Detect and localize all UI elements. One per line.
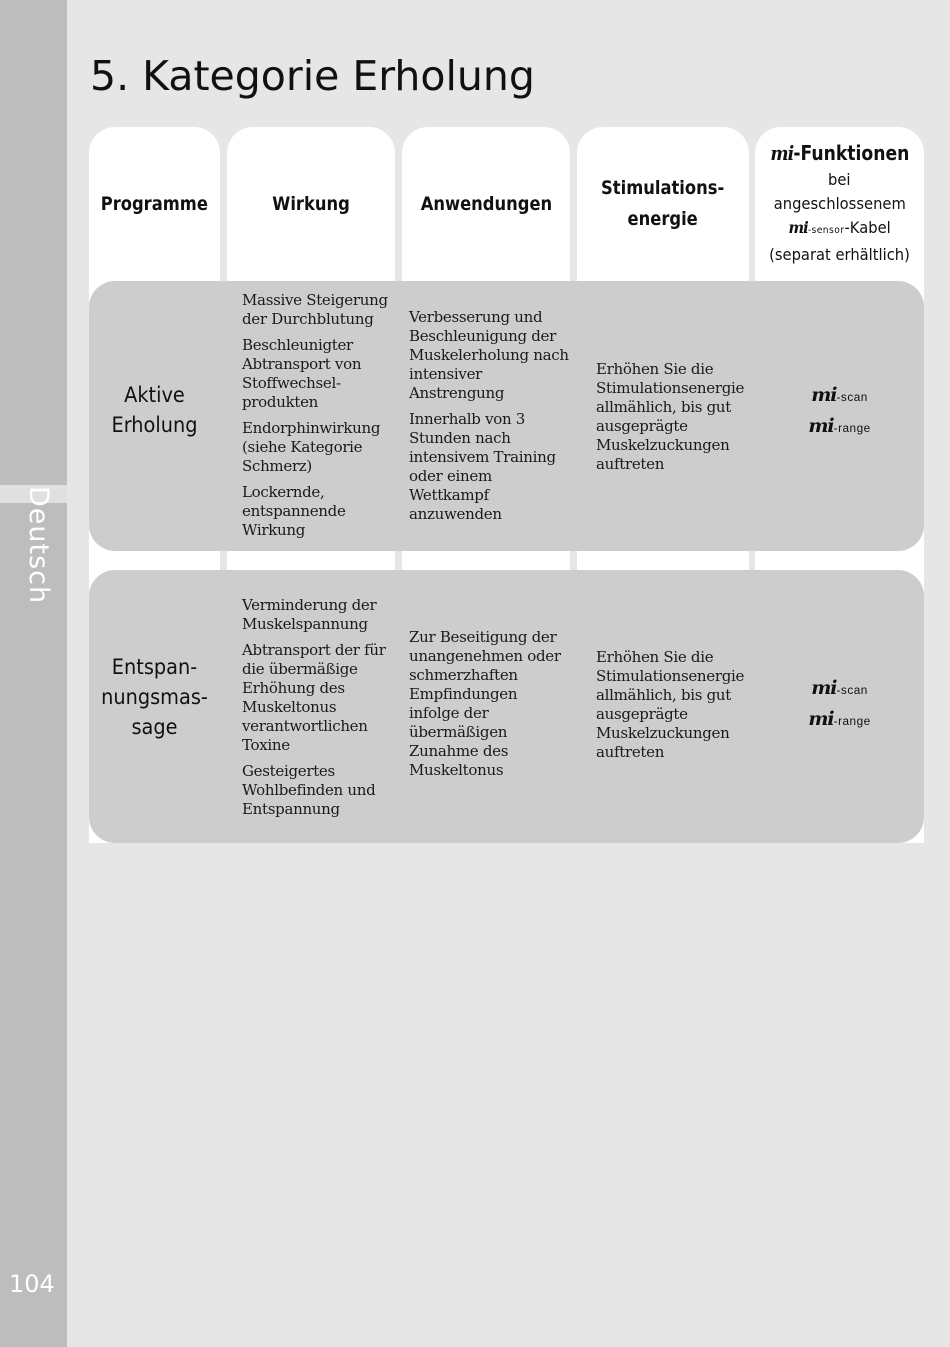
wirkung-cell: Massive Steigerung der Durchblutung Beschleunigter Abtransport von Stoffwechsel-produkten Endorphinwirkung (siehe Kategorie Schmerz) Lockernde, entspannende Wirkung [242,291,388,539]
mi-logo: mi [769,141,793,165]
stimulation-cell: Erhöhen Sie die Stimulationsenergie allmählich, bis gut ausgeprägte Muskelzuckungen auftreten [596,648,745,761]
header-anwendungen: Anwendungen [420,192,552,215]
header-stimulation-line1: Stimulations- [601,177,725,199]
mi-functions-cell [755,381,924,443]
anwendungen-cell: Verbesserung und Beschleunigung der Muskelerholung nach intensiver Anstrengung Innerhalb von 3 Stunden nach intensivem Training oder einem Wettkampf anzuwenden [409,308,569,523]
mi-logo: mi [788,218,808,237]
header-mi-functions: mi-Funktionen bei angeschlossenem mi-sensor-Kabel (separat erhältlich) [769,141,910,264]
mi-scan: mi-scan [811,677,868,699]
header-wirkung: Wirkung [272,192,350,215]
page-number: 104 [9,1270,55,1298]
mi-range: mi-range [808,708,871,730]
program-name: Entspan- nungsmas- sage [101,655,208,739]
anwendungen-cell: Zur Beseitigung der unangenehmen oder schmerzhaften Empfindungen infolge der übermäßigen Zunahme des Muskeltonus [409,628,561,779]
language-label: Deutsch [23,486,54,605]
mi-functions-cell [755,674,924,736]
wirkung-cell: Verminderung der Muskelspannung Abtransport der für die übermäßige Erhöhung des Muskeltonus verantwortlichen Toxine Gesteigertes Wohlbefinden und Entspannung [242,596,386,818]
header-stimulation [577,127,749,281]
mi-scan: mi-scan [811,384,868,406]
sidebar [0,0,67,1347]
header-stimulation-line2: energie [627,208,699,230]
stimulation-cell: Erhöhen Sie die Stimulationsenergie allmählich, bis gut ausgeprägte Muskelzuckungen auftreten [596,360,745,473]
header-programme: Programme [100,192,209,215]
page-title: 5. Kategorie Erholung [90,52,535,100]
mi-range: mi-range [808,415,871,437]
program-name: Aktive Erholung [111,383,198,437]
